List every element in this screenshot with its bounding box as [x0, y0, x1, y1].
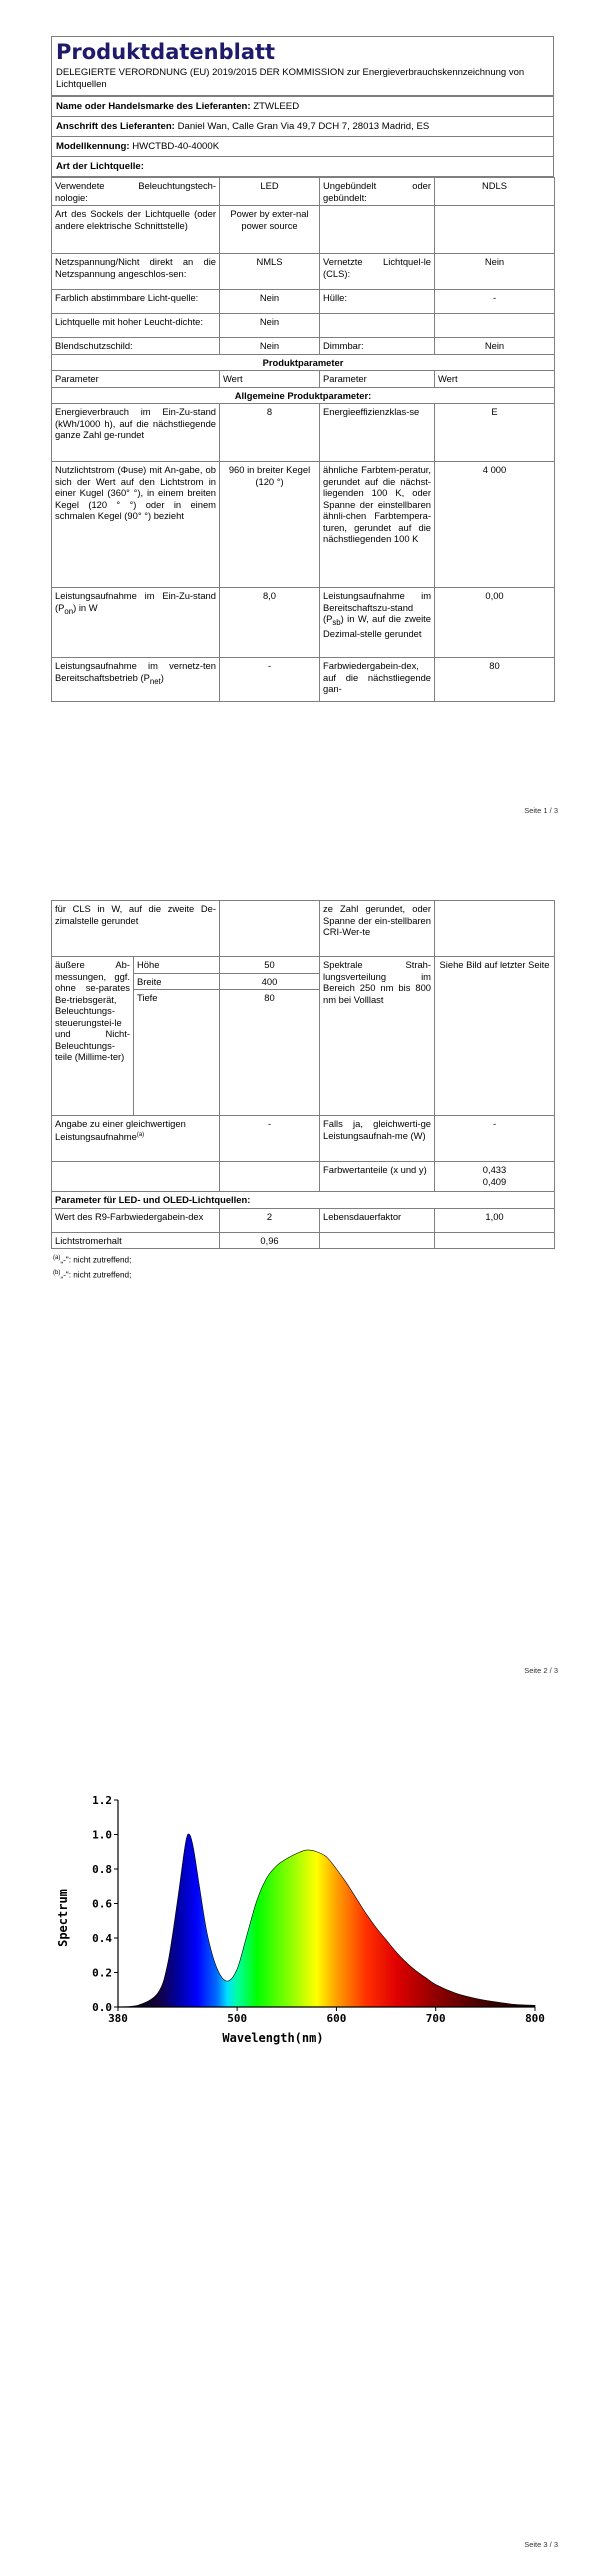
empty-cell — [435, 1232, 555, 1249]
section-header-row — [52, 1192, 555, 1209]
y-tick-label: 1.2 — [92, 1794, 112, 1807]
spectrum-chart — [50, 1780, 550, 2050]
anti-glare-label: Blendschutzschild: — [52, 338, 220, 355]
y-tick-label: 0.6 — [92, 1897, 112, 1911]
energy-class-label: Energieeffizienzklas-se — [320, 404, 435, 462]
page-number: Seite 2 / 3 — [524, 1666, 558, 1675]
equivalent-power-label: Angabe zu einer gleichwertigen Leistungsaufnahme$^{(a)}$ — [52, 1116, 220, 1162]
lumen-maintenance-label: Lichtstromerhalt — [52, 1232, 220, 1249]
table-row — [52, 957, 555, 974]
light-type-header: Art der Lichtquelle: — [52, 157, 554, 177]
supplier-name-value: ZTWLEED — [253, 101, 300, 112]
chromaticity-value: 0,433 0,409 — [435, 1162, 555, 1192]
cls-label: Vernetzte Lichtquel-le (CLS): — [320, 254, 435, 290]
page-3 — [0, 1740, 603, 2560]
luminous-flux-label: Nutzlichtstrom (Φuse) mit An-gabe, ob sich der Wert auf den Lichtstrom in einer Kugel (360° °), in einem breiten Kegel (120 ° °) oder in einem schmalen Kegel (90° °) bezieht — [52, 462, 220, 588]
on-mode-power-label: Leistungsaufnahme im Ein-Zu-stand $(P_{on})$ in W — [52, 588, 220, 658]
general-parameters-header: Allgemeine Produktparameter: — [52, 387, 555, 404]
x-axis-label: Wavelength(nm) — [222, 2031, 324, 2045]
cri-label-continued: ze Zahl gerundet, oder Spanne der ein-stellbaren CRI-Wer-te — [320, 901, 435, 957]
column-header-row — [52, 371, 555, 388]
header-block — [51, 36, 554, 96]
y-tick-label: 0.8 — [92, 1863, 112, 1876]
cri-value: 80 — [435, 658, 555, 702]
cap-type-label: Art des Sockels der Lichtquelle (oder andere elektrische Schnittstelle) — [52, 206, 220, 254]
page-number: Seite 1 / 3 — [524, 806, 558, 815]
high-luminance-value: Nein — [220, 314, 320, 338]
table-row — [52, 338, 555, 355]
mains-label: Netzspannung/Nicht direkt an die Netzspannung angeschlos-sen: — [52, 254, 220, 290]
supplier-name-row — [52, 97, 554, 117]
survival-factor-label: Lebensdauerfaktor — [320, 1208, 435, 1232]
equivalent-power-watts-label: Falls ja, gleichwerti-ge Leistungsaufnah-me (W) — [320, 1116, 435, 1162]
dimmable-label: Dimmbar: — [320, 338, 435, 355]
cct-label: ähnliche Farbtem-peratur, gerundet auf die nächst-liegenden 100 K, oder Spanne der einstellbaren ähnli-chen Farbtempera-turen, gerundet auf die nächstliegenden 100 K — [320, 462, 435, 588]
regulation-text: DELEGIERTE VERORDNUNG (EU) 2019/2015 DER KOMMISSION zur Energieverbrauchskennzeichnung von Lichtquellen — [56, 67, 525, 90]
spectrum-area — [118, 1834, 535, 2007]
y-tick-label: 0.2 — [92, 1966, 112, 1980]
table-row — [52, 178, 555, 206]
table-row — [52, 1232, 555, 1249]
mains-value: NMLS — [220, 254, 320, 290]
y-tick-label: 0.0 — [92, 2001, 112, 2014]
lumen-maintenance-value: 0,96 — [220, 1232, 320, 1249]
supplier-table — [51, 96, 554, 177]
width-value: 400 — [220, 973, 320, 990]
x-tick-label: 600 — [326, 2012, 347, 2025]
page-title: Produktdatenblatt — [56, 40, 276, 64]
table-row — [52, 1208, 555, 1232]
height-label: Höhe — [134, 957, 220, 974]
empty-cell — [320, 314, 435, 338]
supplier-address-row — [52, 117, 554, 137]
chromaticity-label: Farbwertanteile (x und y) — [320, 1162, 435, 1192]
table-row — [52, 254, 555, 290]
spectral-distribution-label: Spektrale Strah-lungsverteilung im Bereich 250 nm bis 800 nm bei Volllast — [320, 957, 435, 1116]
r9-label: Wert des R9-Farbwiedergabein-dex — [52, 1208, 220, 1232]
empty-cell — [320, 1232, 435, 1249]
table-row — [52, 1162, 555, 1192]
table-row — [52, 290, 555, 314]
column-header-parameter: Parameter — [52, 371, 220, 388]
energy-class-value: E — [435, 404, 555, 462]
y-tick-label: 1.0 — [92, 1828, 112, 1842]
model-row — [52, 137, 554, 157]
high-luminance-label: Lichtquelle mit hoher Leucht-dichte: — [52, 314, 220, 338]
anti-glare-value: Nein — [220, 338, 320, 355]
x-tick-label: 700 — [425, 2012, 446, 2025]
empty-cell — [435, 314, 555, 338]
luminous-flux-value: 960 in breiter Kegel (120 °) — [220, 462, 320, 588]
page-1 — [0, 0, 603, 816]
footnote-a: $^{(a)}$„-": nicht zutreffend; — [53, 1255, 132, 1265]
on-mode-power-value: 8,0 — [220, 588, 320, 658]
cct-value: 4 000 — [435, 462, 555, 588]
envelope-label: Hülle: — [320, 290, 435, 314]
empty-cell — [220, 901, 320, 957]
datasheet-page-2 — [51, 900, 554, 1281]
column-header-value: Wert — [220, 371, 320, 388]
cap-type-value: Power by exter-nal power source — [220, 206, 320, 254]
empty-cell — [52, 1162, 220, 1192]
technology-value: LED — [220, 178, 320, 206]
table-row — [52, 314, 555, 338]
section-header-row — [52, 354, 555, 371]
r9-value: 2 — [220, 1208, 320, 1232]
empty-cell — [220, 1162, 320, 1192]
y-tick-label: 0.4 — [92, 1932, 112, 1945]
directional-value: NDLS — [435, 178, 555, 206]
dimmable-value: Nein — [435, 338, 555, 355]
energy-consumption-value: 8 — [220, 404, 320, 462]
empty-cell — [435, 901, 555, 957]
empty-cell — [435, 206, 555, 254]
table-row — [52, 462, 555, 588]
spectral-distribution-value: Siehe Bild auf letzter Seite — [435, 957, 555, 1116]
width-label: Breite — [134, 973, 220, 990]
technology-label: Verwendete Beleuchtungstech-nologie: — [52, 178, 220, 206]
supplier-name-label: Name oder Handelsmarke des Lieferanten: — [56, 101, 251, 112]
standby-power-label: Leistungsaufnahme im Bereitschaftszu-stand $(P_{sb})$ in W, auf die zweite Dezimal-stelle gerundet — [320, 588, 435, 658]
led-parameters-header: Parameter für LED- und OLED-Lichtquellen: — [52, 1192, 555, 1209]
x-tick-label: 500 — [227, 2012, 248, 2025]
light-type-header-row — [52, 157, 554, 177]
networked-standby-label-continued: für CLS in W, auf die zweite De-zimalstelle gerundet — [52, 901, 220, 957]
datasheet-page-1 — [51, 36, 554, 702]
tunable-label: Farblich abstimmbare Licht-quelle: — [52, 290, 220, 314]
x-tick-label: 380 — [108, 2012, 128, 2025]
standby-power-value: 0,00 — [435, 588, 555, 658]
table-row — [52, 588, 555, 658]
x-tick-label: 800 — [525, 2012, 545, 2025]
column-header-parameter: Parameter — [320, 371, 435, 388]
envelope-value: - — [435, 290, 555, 314]
model-value: HWCTBD-40-4000K — [132, 141, 220, 152]
light-type-table — [51, 177, 555, 702]
equivalent-power-value: - — [220, 1116, 320, 1162]
networked-standby-label: Leistungsaufnahme im vernetz-ten Bereitschaftsbetrieb $(P_{net})$ — [52, 658, 220, 702]
page-2 — [0, 870, 603, 1686]
height-value: 50 — [220, 957, 320, 974]
equivalent-power-watts-value: - — [435, 1116, 555, 1162]
depth-label: Tiefe — [134, 990, 220, 1116]
supplier-address-label: Anschrift des Lieferanten: — [56, 121, 175, 132]
column-header-value: Wert — [435, 371, 555, 388]
parameters-table-continued — [51, 900, 555, 1249]
depth-value: 80 — [220, 990, 320, 1116]
model-label: Modellkennung: — [56, 141, 130, 152]
directional-label: Ungebündelt oder gebündelt: — [320, 178, 435, 206]
energy-consumption-label: Energieverbrauch im Ein-Zu-stand (kWh/1000 h), auf die nächstliegende ganze Zahl ge-rundet — [52, 404, 220, 462]
cri-label: Farbwiedergabein-dex, auf die nächstliegende gan- — [320, 658, 435, 702]
empty-cell — [320, 206, 435, 254]
footnote-b: $^{(b)}$„-": nicht zutreffend; — [53, 1269, 132, 1280]
table-row — [52, 1116, 555, 1162]
networked-standby-value: - — [220, 658, 320, 702]
dimensions-label: äußere Ab-messungen, ggf. ohne se-parates Be-triebsgerät, Beleuchtungs-steuerungstei-le und Nicht-Beleuchtungs-teile (Millime-ter) — [52, 957, 134, 1116]
table-row — [52, 901, 555, 957]
table-row — [52, 404, 555, 462]
cls-value: Nein — [435, 254, 555, 290]
page-number: Seite 3 / 3 — [524, 2540, 558, 2549]
survival-factor-value: 1,00 — [435, 1208, 555, 1232]
table-row — [52, 658, 555, 702]
product-parameters-header: Produktparameter — [52, 354, 555, 371]
supplier-address-value: Daniel Wan, Calle Gran Via 49,7 DCH 7, 28013 Madrid, ES — [177, 121, 430, 132]
y-axis-label: Spectrum — [56, 1889, 70, 1947]
tunable-value: Nein — [220, 290, 320, 314]
section-header-row — [52, 387, 555, 404]
table-row — [52, 206, 555, 254]
